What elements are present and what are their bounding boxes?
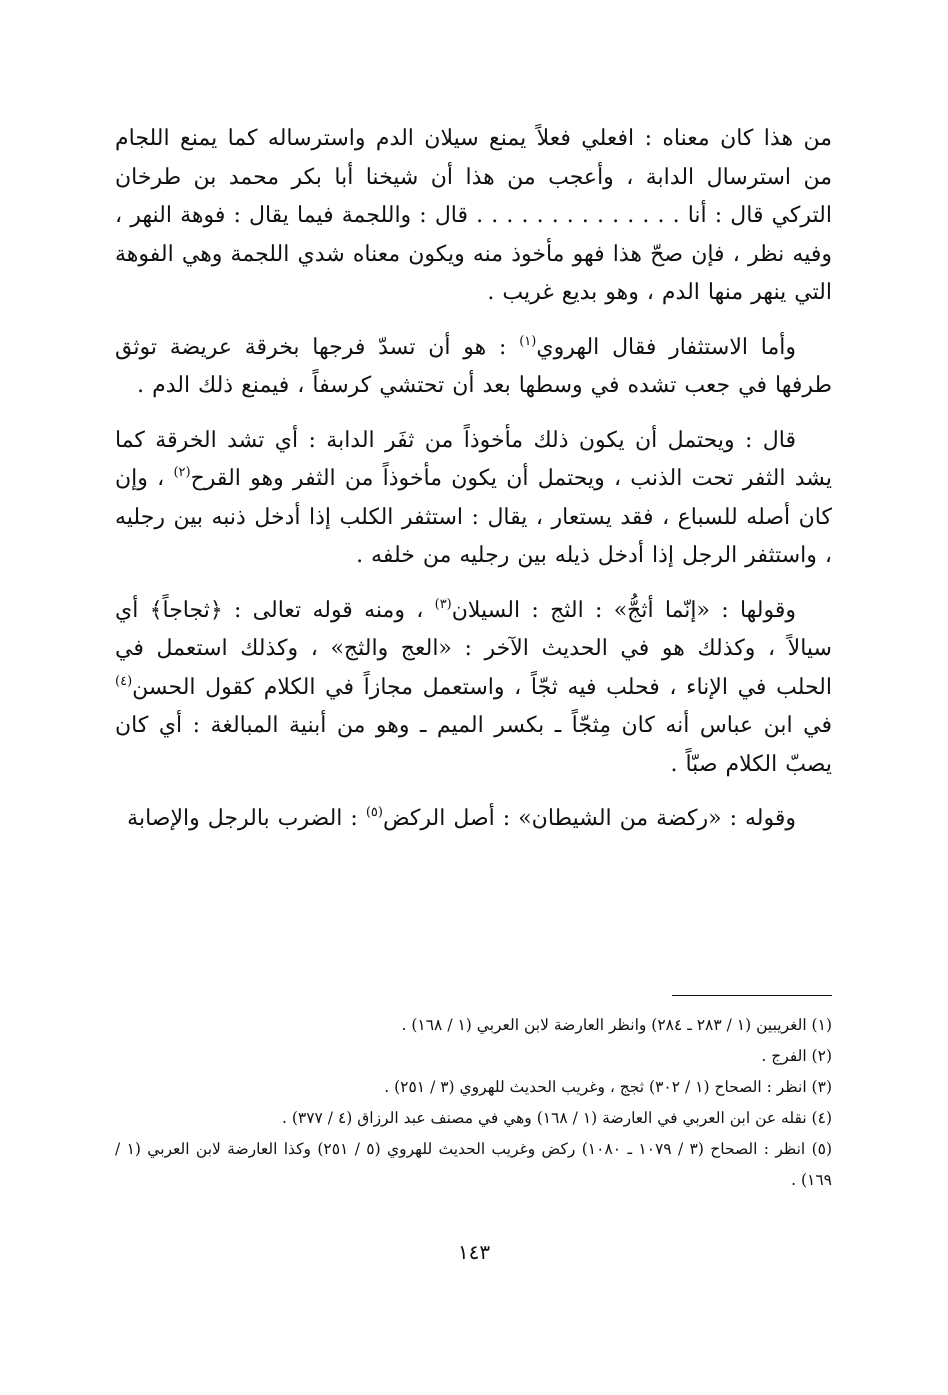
main-text [115,120,832,855]
footnote-marker: (٢) [173,465,191,480]
paragraph-text: من هذا كان معناه : افعلي فعلاً يمنع سيلان الدم واسترساله كما يمنع اللجام من استرسال الدابة ، وأعجب من هذا أن شيخنا أبا بكر محمد بن طرخان التركي قال : أنا . . . . . . . . . . . . . . قال : واللجمة فيما يقال : فوهة النهر ، وفيه نظر ، فإن صحّ هذا فهو مأخوذ منه ويكون معناه شدي اللجمة وهي الفوهة التي ينهر منها الدم ، وهو بديع غريب . [115,126,832,305]
page-number: ١٤٣ [457,1240,491,1264]
paragraph-text: قال : ويحتمل أن يكون ذلك مأخوذاً من ثفَر الدابة : أي تشد الخرقة كما يشد الثفر تحت الذنب ، ويحتمل أن يكون مأخوذاً من الثفر وهو القرح [115,427,832,491]
paragraph-text: ، وإن كان أصله للسباع ، فقد يستعار ، يقال : استثفر الكلب إذا أدخل ذنبه بين رجليه ، واستثفر الرجل إذا أدخل ذيله بين رجليه من خلفه . [115,466,832,568]
paragraph-text: وقولها : «إنّما أثجُّ» : الثج : السيلان [451,597,797,623]
footnote: (٥) انظر : الصحاح (٣ / ١٠٧٩ ـ ١٠٨٠) ركض وغريب الحديث للهروي (٥ / ٢٥١) وكذا العارضة لابن العربي (١ / ١٦٩) . [115,1140,833,1189]
footnote-separator [672,995,832,996]
paragraph-text: : أصل الركض [382,806,519,831]
footnote: (١) الغريبين (١ / ٢٨٣ ـ ٢٨٤) وانظر العارضة لابن العربي (١ / ١٦٨) . [401,1016,832,1034]
footnote-marker: (٥) [365,805,383,820]
footnote: (٢) الفرج . [761,1047,832,1065]
footnote: (٤) نقله عن ابن العربي في العارضة (١ / ١٦٨) وهي في مصنف عبد الرزاق (٤ / ٣٧٧) . [281,1109,832,1127]
footnote-marker: (٤) [115,673,133,689]
footnotes [115,1010,832,1196]
paragraph [115,329,832,406]
paragraph-text: ، ومنه قوله تعالى : ﴿ثجاجاً﴾ أي سيالاً ، وكذلك هو في الحديث الآخر : «العج والثج» ، وكذلك استعمل في الحلب في الإناء ، فحلب فيه ثجّاً ، واستعمل مجازاً في الكلام كقول الحسن [115,597,832,700]
footnote-marker: (٣) [434,596,452,612]
footnote-marker: (١) [519,333,537,349]
paragraph [115,592,832,785]
paragraph [115,800,832,839]
footnote: (٣) انظر : الصحاح (١ / ٣٠٢) ثجج ، وغريب الحديث للهروي (٣ / ٢٥١) . [384,1078,832,1096]
paragraph-text: وقوله : «ركضة من الشيطان» [518,806,796,831]
paragraph-text: : الضرب بالرجل والإصابة [127,806,366,831]
paragraph-text: في ابن عباس أنه كان مِثجّاً ـ بكسر الميم ـ وهو من أبنية المبالغة : أي كان يصبّ الكلام صبّاً . [115,713,832,777]
paragraph [115,120,832,313]
paragraph-text: : هو أن تسدّ فرجها بخرقة عريضة توثق طرفها في جعب تشده في وسطها بعد أن تحتشي كرسفاً ، فيمنع ذلك الدم . [115,334,832,398]
paragraph [115,422,832,576]
paragraph-text: وأما الاستثفار فقال الهروي [536,334,796,360]
